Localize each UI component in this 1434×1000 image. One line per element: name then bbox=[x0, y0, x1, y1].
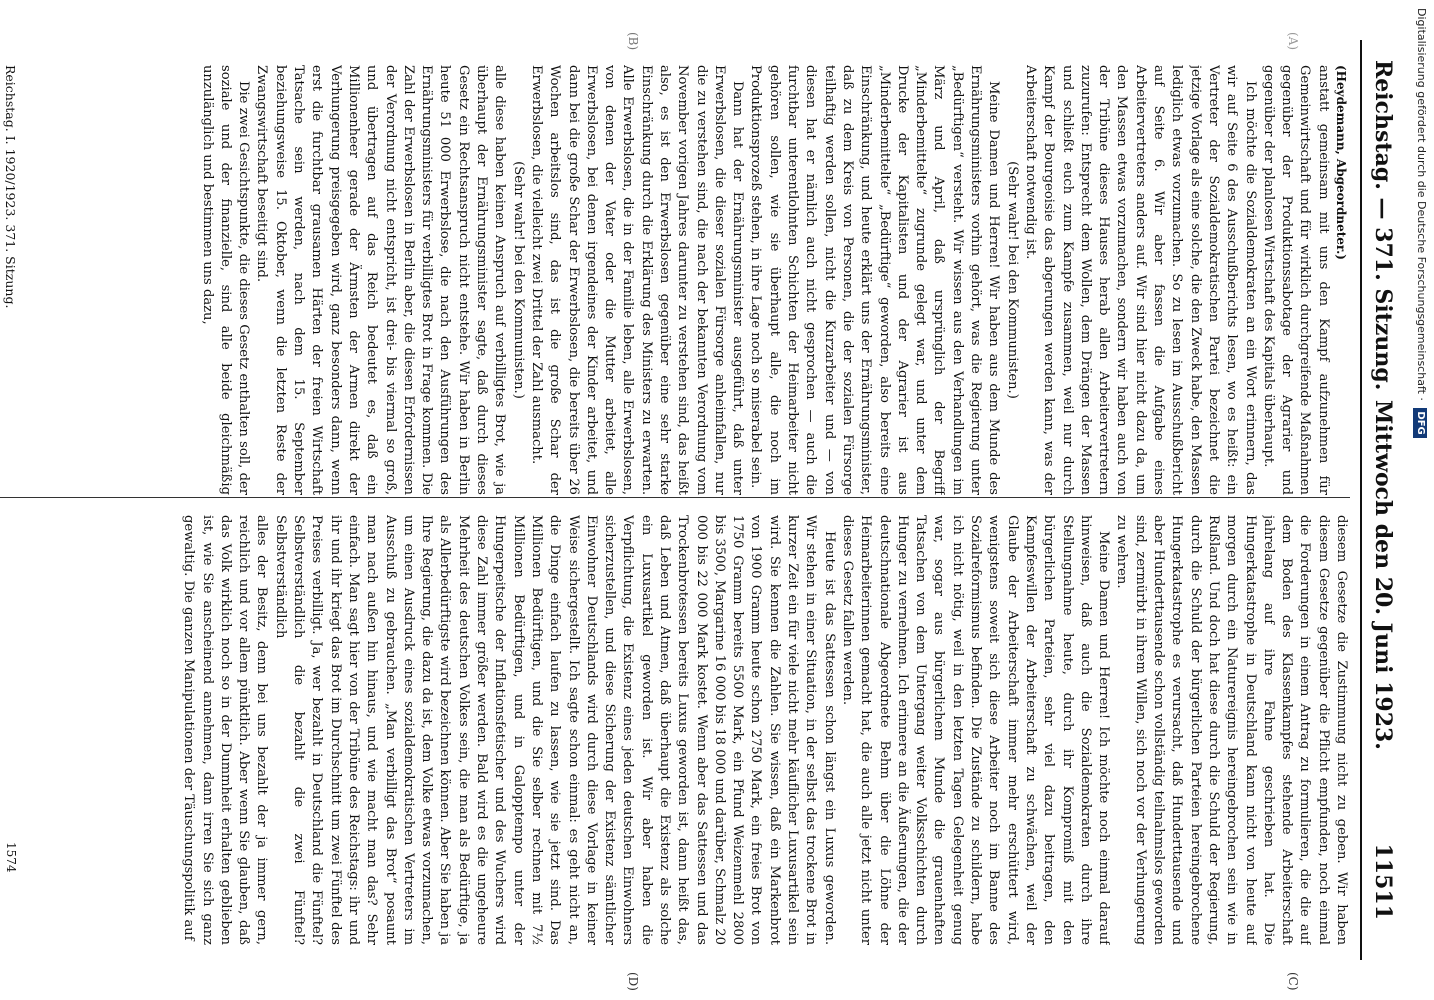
header-rule bbox=[1360, 40, 1362, 960]
header-session: Reichstag. — 371. Sitzung. bbox=[1370, 60, 1396, 391]
digitization-notice-text bbox=[1414, 8, 1428, 988]
paragraph: Heute ist das Sattessen schon längst ein Luxus geworden. Wir stehen in einer Situation, in der selbst das trockene Brot in kurzer Zeit ein für viele nicht mehr käuflicher Luxusartikel sein wird. Sie kennen die Zahlen. Sie wissen, daß ein Markenbrot von 1900 Gramm heute schon 2750 Mark, ein freies Brot von 1750 Gramm bereits 5500 Mark, ein Pfund Weizenmehl 2800 bis 3500, Margarine 16 000 bis 18 000 und darüber, Schmalz 20 000 bis 22 000 Mark kostet. Wenn aber das Sattessen und das Trockenbrotessen bereits Luxus geworden ist, dann heißt das, daß Leben und Atmen, daß überhaupt die Existenz als solche ein Luxusartikel geworden ist. Wir aber haben die Verpflichtung, die Existenz eines jeden deutschen Einwohners sicherzustellen, und diese Sicherung der Existenz sämtlicher Einwohner Deutschlands wird durch diese Vorlage in keiner Weise sichergestellt. Ich sagte schon einmal: es geht nicht an, die Dinge einfach laufen zu lassen, wie sie jetzt sind. Das Millionen Bedürftigen, und die Sie selber rechnen mit 7½ Millionen Bedürftigen, und in Galopptempo unter der Hungerpeitsche der Inflationsfetischer und des Wuchers wird diese Zahl immer größer werden. Bald wird es die ungeheure Mehrheit des deutschen Volkes sein, die man als Bedürftige, ja als Allerbedürftigste wird bezeichnen können. Aber Sie haben ja Ihre Regierung, die dazu da ist, dem Volke etwas vorzumachen, um einen Ausdruck eines sozialdemokratischen Vertreters im Ausschuß zu gebrauchen. „Man verbilligt das Brot“ posaunt man nach außen hin hinaus, und wie macht man das? Sehr einfach. Man sagt hier von der Tribüne des Reichstags: ihr und ihr und ihr kriegt das Brot im Durchschnitt um zwei Fünftel des Preises verbilligt. Ja, wer bezahlt in Deutschland die Fünftel? Selbstverständlich die bezahlt die zwei Fünftel? Selbstverständlich bbox=[272, 515, 837, 945]
margin-mark-b: (B) bbox=[626, 32, 640, 51]
text-column-right bbox=[0, 515, 1350, 945]
paragraph: Meine Damen und Herren! Ich möchte noch einmal darauf hinweisen, daß auch die Sozialdemokraten durch ihre Stellungnahme heute, durch ihr Kompromiß mit den bürgerlichen Parteien, sehr viel dazu beitragen, den Kampfeswillen der Arbeiterschaft zu schwächen, weil der Glaube der Arbeiterschaft immer mehr erschüttert wird, wenigstens soweit sich diese Arbeiter noch im Banne des Sozialreformismus befinden. Die Zustände zu schildern, habe ich nicht nötig, weil in den letzten Tagen Gelegenheit genug war, sogar aus bürgerlichem Munde die grauenhaften Tatsachen von dem Untergang weiter Volksschichten durch Hunger zu vernehmen. Ich erinnere an die Äußerungen, die der deutschnationale Abgeordnete Behm über die Löhne der Heimarbeiterinnen gemacht hat, die auch alle jetzt nicht unter dieses Gesetz fallen werden. bbox=[839, 515, 1112, 945]
margin-mark-a: (A) bbox=[1286, 32, 1300, 51]
digitization-notice bbox=[1414, 8, 1428, 988]
margin-mark-c: (C) bbox=[1286, 972, 1300, 991]
header-page-number: 11511 bbox=[1370, 843, 1396, 920]
paragraph: alle diese haben keinen Anspruch auf verbilligtes Brot, wie ja überhaupt der Ernährungsminister sagte, daß durch dieses Gesetz ein Rechtsanspruch nicht entstehe. Wir haben in Berlin heute 51 000 Erwerbslose, die nach den Ausführungen des Ernährungsministers für verbilligtes Brot in Frage kommen. Die Zahl der Erwerbslosen in Berlin aber, die diesen Erfordernissen der Verordnung nicht entspricht, ist drei- bis viermal so groß, und übertragen auf das Reich bedeutet es, daß ein Millionenheer gerade der Ärmsten der Armen direkt der Verhungerung preisgegeben wird, ganz besonders dann, wenn erst die furchtbar grausamen Härten der freien Wirtschaft Tatsache sein werden, nach dem 15. September beziehungsweise 15. Oktober, wenn die letzten Reste der Zwangswirtschaft beseitigt sind. bbox=[254, 65, 508, 495]
column-divider bbox=[0, 497, 1350, 498]
margin-mark-d: (D) bbox=[626, 972, 640, 991]
interjection: (Sehr wahr! bei den Kommunisten.) bbox=[510, 161, 526, 399]
paragraph: Meine Damen und Herren! Wir haben aus dem Munde des Ernährungsministers vorhin gehört, was die Regierung unter „Bedürftigen“ versteht. Wir wissen aus den Verhandlungen im März und April, daß ursprünglich der Begriff „Minderbemittelte“ zugrunde gelegt war, und unter dem Drucke der Kapitalisten und der Agrarier ist aus „Minderbemittelte“ „Bedürftige“ geworden, also bereits eine Einschränkung, und heute erklärt uns der Ernährungsminister, daß zu dem Kreis von Personen, die der sozialen Fürsorge teilhaftig werden sollen, nicht die Kurzarbeiter und — von diesen hat er nämlich auch nicht gesprochen — auch die furchtbar unterentlohnten Schichten der Heimarbeiter nicht gehören sollen, wie sie überhaupt alle, die noch im Produktionsprozeß stehen, in ihre Lage noch so miserabel sein. bbox=[748, 65, 1002, 495]
footer-signature: 1574 bbox=[4, 842, 18, 873]
paragraph: Dann hat der Ernährungsminister ausgeführt, daß unter Erwerbslosen, die dieser sozialen Fürsorge anheimfallen, nur die zu verstehen sind, die nach der bekannten Verordnung vom November vorigen Jahres darunter zu verstehen sind, das heißt also, es ist den Erwerbslosen gegenüber eine sehr starke Einschränkung durch die Erklärung des Ministers zu erwarten. Alle Erwerbslosen, die in der Familie leben, alle Erwerbslosen, von denen der Vater oder die Mutter arbeitet, alle Erwerbslosen, bei denen irgendeines der Kinder arbeitet, und dann bei die große Schar der Erwerbslosen, die bereits über 26 Wochen arbeitslos sind, das ist die große Schar der Erwerbslosen, die vielleicht zwei Drittel der Zahl ausmacht. bbox=[528, 65, 746, 495]
page-header bbox=[1360, 40, 1400, 960]
header-date: Mittwoch den 20. Juni 1923. bbox=[1370, 400, 1396, 750]
dfg-logo: DFG bbox=[1413, 408, 1427, 437]
text-column-left bbox=[0, 65, 1350, 495]
paragraph: Ich möchte die Sozialdemokraten an ein Wort erinnern, das wir auf Seite 6 des Ausschußberichts lesen, wo es heißt: ein Vertreter der Sozialdemokratischen Partei bezeichnet die jetzige Vorlage als eine solche, die den Zweck habe, den Massen lediglich etwas vorzumachen. So zu lesen im Ausschußbericht auf Seite 6. Wir aber fassen die Aufgabe eines Arbeitervertreters anders auf. Wir sind hier nicht dazu da, um den Massen etwas vorzumachen, sondern wir haben auch von der Tribüne dieses Hauses herab allen Arbeitervertretern zuzurufen: Entsprecht dem Wollen, dem Drängen der Massen und schließt euch zum Kampfe zusammen, weil nur durch Kampf der Bourgeoisie das abgerungen werden kann, was der Arbeiterschaft notwendig ist. bbox=[1022, 65, 1258, 495]
footer-volume: Reichstag. I. 1920/1923. 371. Sitzung. bbox=[3, 65, 18, 309]
dfg-credit: Digitalisierung gefördert durch die Deutsche Forschungsgemeinschaft · bbox=[1415, 8, 1428, 401]
paragraph: alles der Besitz, denn bei uns bezahlt der ja immer gern, reichlich und vor allem pünktlich. Aber wenn Sie glauben, daß das Volk wirklich noch so in der Dummheit erhalten geblieben ist, wie Sie anscheinend annehmen, dann irren Sie sich ganz gewaltig. Die ganzen Manipulationen der Täuschungspolitik auf bbox=[181, 515, 270, 945]
speaker-label: (Heydemann, Abgeordneter.) bbox=[1334, 65, 1348, 260]
interjection: (Sehr wahr! bei den Kommunisten.) bbox=[1004, 161, 1020, 399]
paragraph: diesem Gesetze die Zustimmung nicht zu geben. Wir haben diesem Gesetze gegenüber die Pflicht empfunden, noch einmal die Forderungen in einem Antrag zu formulieren, die die auf dem Boden des Klassenkampfes stehende Arbeiterschaft jahrelang auf ihre Fahne geschrieben hat. Die Hungerkatastrophe in Deutschland kann nicht von heute auf morgen durch ein Naturereignis hereingebrochen sein wie in Rußland. Und doch hat diese durch die Schuld der Regierung, durch die Schuld der bürgerlichen Parteien hereingebrochene Hungerkatastrophe es verursacht, daß Hunderttausende und aber Hunderttausende schon vollständig teilnahmslos geworden sind, zermürbt in ihrem Willen, sich noch vor der Verhungerung zu wehren. bbox=[1114, 515, 1349, 945]
paragraph: Die zwei Gesichtspunkte, die dieses Gesetz enthalten soll, der soziale und der finanzielle, sind alle beide gleichmäßig unzulänglich und bestimmen uns dazu, bbox=[199, 65, 252, 495]
paragraph: anstatt gemeinsam mit uns den Kampf aufzunehmen für Gemeinwirtschaft und für wirklich durchgreifende Maßnahmen gegenüber der Produktionssabotage der Agrarier und gegenüber der planlosen Wirtschaft des Kapitals überhaupt. bbox=[1260, 65, 1331, 495]
